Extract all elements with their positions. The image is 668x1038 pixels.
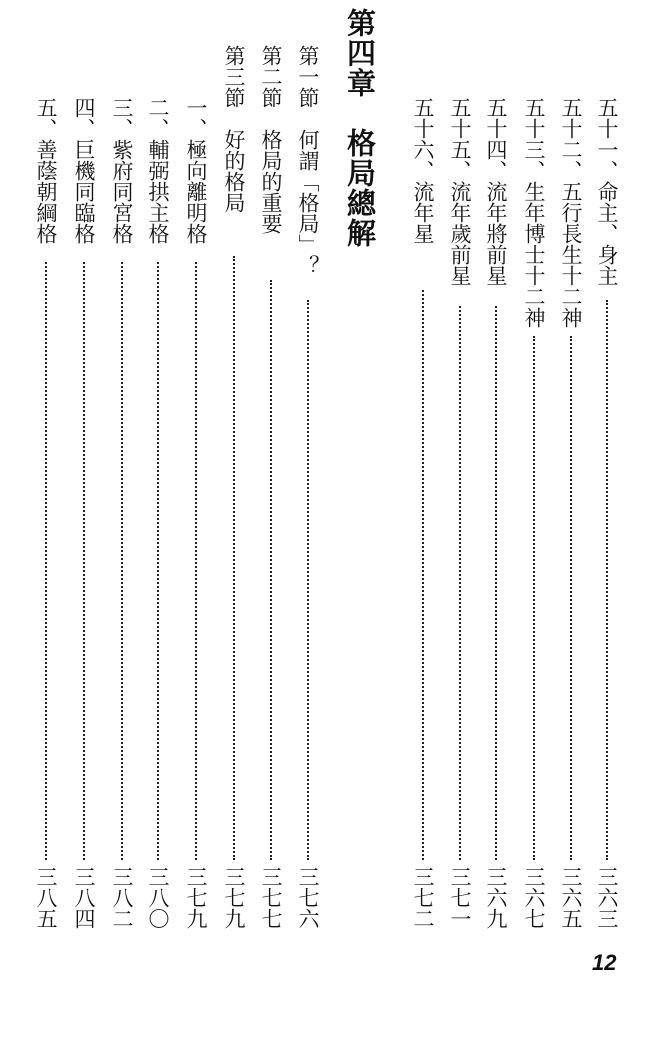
toc-entry-page: 三六三 <box>595 866 619 929</box>
toc-entry-page: 三七一 <box>448 866 472 929</box>
toc-entry-title: 二、輔弼拱主格 <box>146 97 170 244</box>
leader-dots <box>83 262 85 860</box>
toc-entry-title: 四、巨機同臨格 <box>72 97 96 244</box>
toc-entry-page: 三八二 <box>110 866 134 929</box>
toc-entry-page: 三六七 <box>522 866 546 929</box>
toc-section-title: 第三節 好的格局 <box>222 45 246 213</box>
toc-entry-title: 五十二、五行長生十二神 <box>559 97 583 328</box>
leader-dots <box>606 300 608 860</box>
leader-dots <box>533 336 535 860</box>
toc-entry-title: 五十六、流年星 <box>411 97 435 244</box>
toc-entry-title: 一、極向離明格 <box>184 97 208 244</box>
leader-dots <box>45 262 47 860</box>
leader-dots <box>495 306 497 860</box>
toc-entry-page: 三七九 <box>222 866 246 929</box>
toc-entry-title: 五十一、命主、身主 <box>595 97 619 286</box>
toc-entry-title: 五十五、流年歲前星 <box>448 97 472 286</box>
toc-entry-page: 三六九 <box>484 866 508 929</box>
leader-dots <box>233 256 235 860</box>
toc-entry-page: 三八四 <box>72 866 96 929</box>
leader-dots <box>121 262 123 860</box>
chapter-title: 第四章 格局總解 <box>343 8 377 248</box>
toc-entry-page: 三六五 <box>559 866 583 929</box>
toc-entry-page: 三七九 <box>184 866 208 929</box>
leader-dots <box>157 262 159 860</box>
leader-dots <box>307 300 309 860</box>
leader-dots <box>570 336 572 860</box>
page-number: 12 <box>592 950 617 975</box>
toc-entry-page: 三八〇 <box>146 866 170 929</box>
leader-dots <box>422 290 424 860</box>
toc-entry-page: 三八五 <box>34 866 58 929</box>
toc-section-title: 第一節 何謂「格局」？ <box>296 45 320 276</box>
leader-dots <box>270 280 272 860</box>
toc-entry-page: 三七六 <box>296 866 320 929</box>
leader-dots <box>195 262 197 860</box>
leader-dots <box>459 306 461 860</box>
toc-entry-page: 三七七 <box>259 866 283 929</box>
toc-entry-page: 三七二 <box>411 866 435 929</box>
toc-entry-title: 三、紫府同宮格 <box>110 97 134 244</box>
toc-entry-title: 五十四、流年將前星 <box>484 97 508 286</box>
toc-entry-title: 五、善蔭朝綱格 <box>34 97 58 244</box>
toc-entry-title: 五十三、生年博士十二神 <box>522 97 546 328</box>
toc-section-title: 第二節 格局的重要 <box>259 45 283 234</box>
